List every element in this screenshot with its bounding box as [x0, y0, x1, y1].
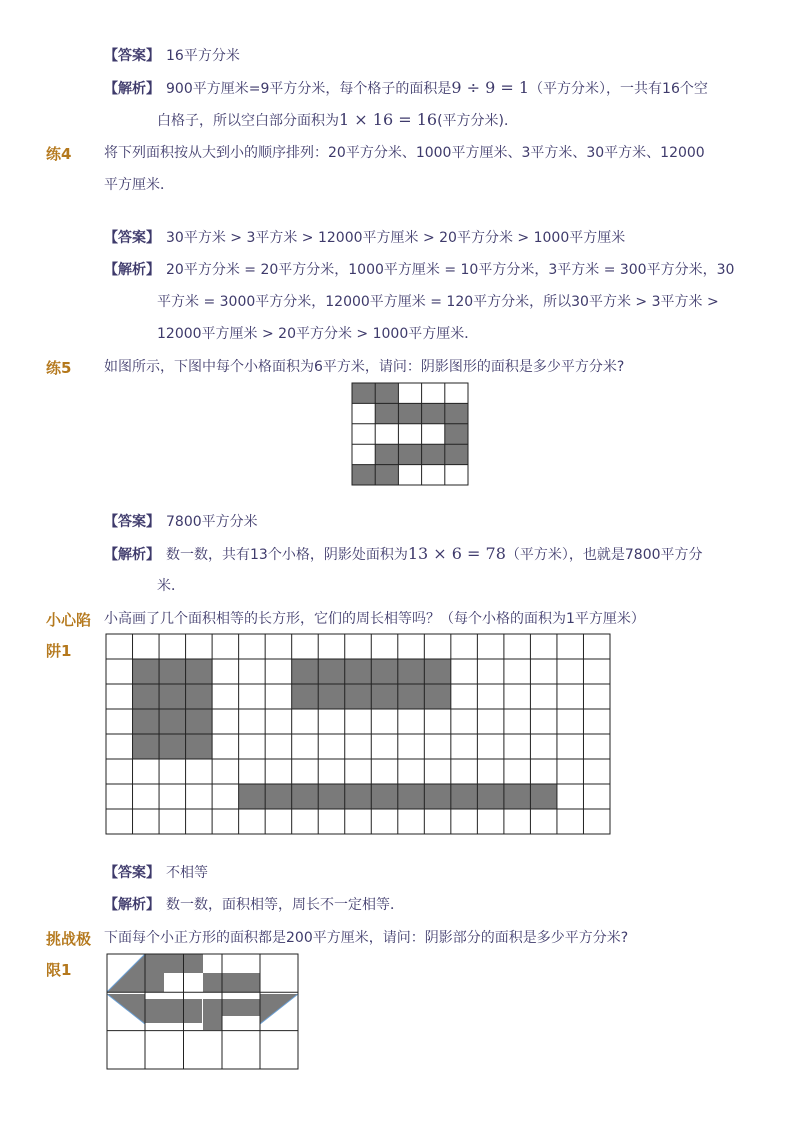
math-expression: 9 ÷ 9 = 1 [451, 78, 530, 97]
challenge-label-line2: 限1 [46, 961, 72, 979]
answer-line [104, 863, 208, 883]
answer-text: 7800平方分米 [166, 514, 258, 530]
analysis-text: （平方分米），一共有16个空 [529, 81, 708, 97]
math-expression: 13 × 6 = 78 [407, 544, 506, 563]
question-line: 将下列面积按从大到小的顺序排列：20平方分米、1000平方厘米、3平方米、30平方米、12000 [104, 145, 705, 161]
analysis-tag: 【解析】 [104, 81, 160, 97]
analysis-text: 900平方厘米=9平方分米，每个格子的面积是 [166, 81, 452, 97]
grid-figure-trap1 [106, 634, 610, 834]
answer-line [104, 228, 625, 248]
analysis-text: （平方米），也就是7800平方分 [505, 547, 703, 563]
analysis-line: 米． [157, 578, 185, 594]
exercise-label-4: 练4 [46, 145, 72, 163]
answer-tag: 【答案】 [104, 865, 160, 881]
analysis-text: (平方分米)． [437, 113, 518, 129]
analysis-line-1b [157, 110, 518, 131]
analysis-text: 数一数，面积相等，周长不一定相等． [166, 897, 404, 913]
analysis-line [104, 895, 404, 915]
analysis-line [104, 260, 734, 280]
exercise-label-5: 练5 [46, 359, 72, 377]
trap-label-line1: 小心陷 [46, 611, 92, 629]
analysis-line [104, 544, 703, 565]
math-expression: 1 × 16 = 16 [339, 110, 438, 129]
analysis-line-1a [104, 78, 708, 99]
trap-label-line2: 阱1 [46, 642, 72, 660]
grid-figure-challenge1 [107, 954, 299, 1070]
answer-text: 16平方分米 [166, 48, 240, 64]
analysis-text: 20平方分米 = 20平方分米，1000平方厘米 = 10平方分米，3平方米 = 300平方分米，30 [166, 262, 735, 278]
analysis-text: 白格子，所以空白部分面积为 [157, 113, 339, 129]
answer-line-1 [104, 46, 240, 66]
analysis-line: 平方米 = 3000平方分米，12000平方厘米 = 120平方分米，所以30平方米 > 3平方米 > [157, 294, 719, 310]
answer-text: 30平方米 > 3平方米 > 12000平方厘米 > 20平方分米 > 1000平方厘米 [166, 230, 626, 246]
answer-line [104, 512, 258, 532]
question-line: 小高画了几个面积相等的长方形，它们的周长相等吗？（每个小格的面积为1平方厘米） [104, 611, 645, 627]
question-line: 如图所示，下图中每个小格面积为6平方米，请问：阴影图形的面积是多少平方分米? [104, 359, 625, 375]
analysis-tag: 【解析】 [104, 262, 160, 278]
challenge-label-line1: 挑战极 [46, 930, 92, 948]
answer-tag: 【答案】 [104, 230, 160, 246]
answer-tag: 【答案】 [104, 48, 160, 64]
grid-figure-ex5 [352, 383, 468, 485]
analysis-line: 12000平方厘米 > 20平方分米 > 1000平方厘米． [157, 326, 479, 342]
question-line: 平方厘米． [104, 177, 174, 193]
answer-tag: 【答案】 [104, 514, 160, 530]
question-line: 下面每个小正方形的面积都是200平方厘米，请问：阴影部分的面积是多少平方分米? [104, 930, 629, 946]
analysis-text: 数一数，共有13个小格，阴影处面积为 [166, 547, 408, 563]
analysis-tag: 【解析】 [104, 547, 160, 563]
answer-text: 不相等 [166, 865, 208, 881]
analysis-tag: 【解析】 [104, 897, 160, 913]
